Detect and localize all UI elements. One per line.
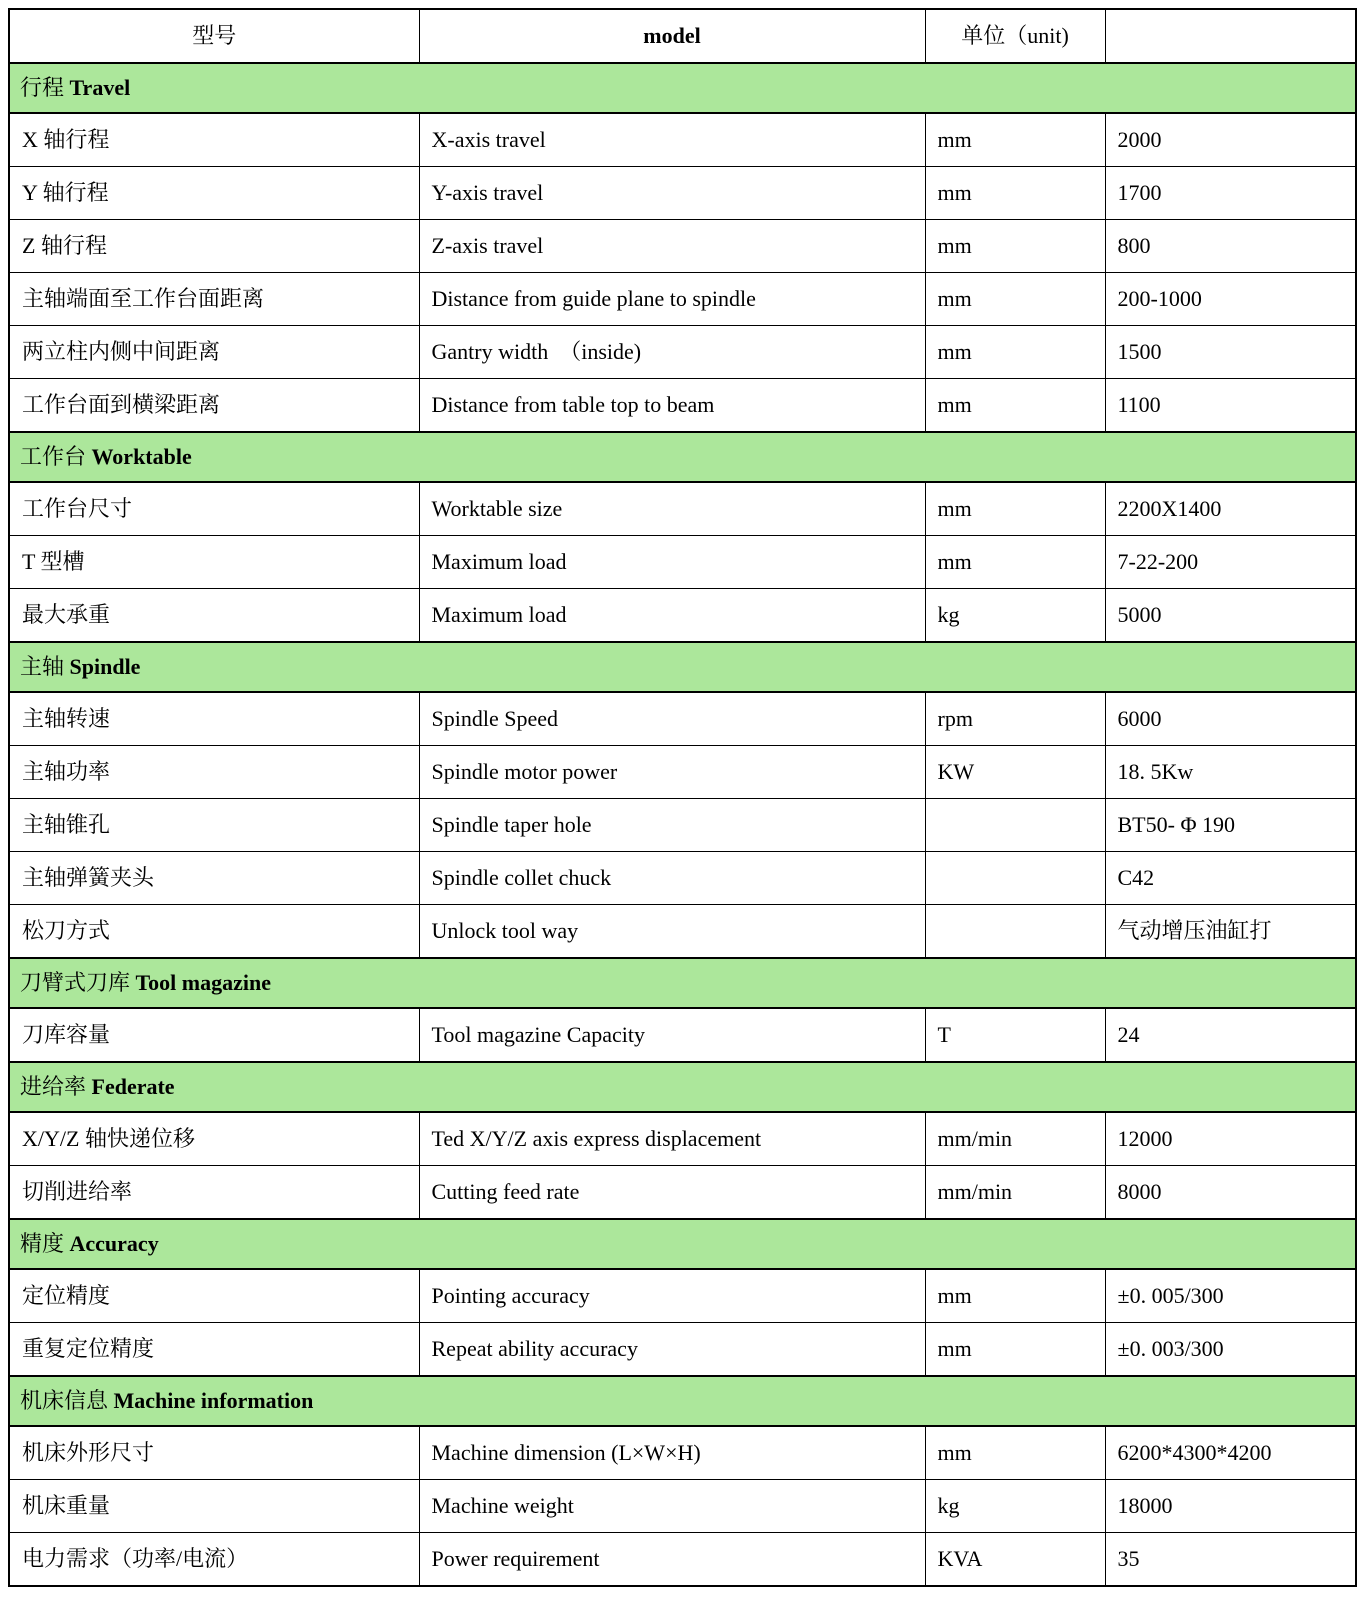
spec-name-cn: 两立柱内侧中间距离 [9, 326, 419, 379]
spec-unit: rpm [925, 692, 1105, 746]
table-row [9, 326, 1356, 379]
spec-unit: mm [925, 1426, 1105, 1480]
spec-name-en: Spindle taper hole [419, 799, 925, 852]
spec-name-cn: 工作台面到横梁距离 [9, 379, 419, 433]
spec-unit: mm [925, 113, 1105, 167]
spec-value: 1700 [1105, 167, 1356, 220]
spec-unit: T [925, 1008, 1105, 1062]
table-row [9, 1112, 1356, 1166]
section-title-cn: 进给率 [20, 1073, 87, 1099]
table-row [9, 482, 1356, 536]
spec-name-en: Maximum load [419, 536, 925, 589]
spec-name-en: Pointing accuracy [419, 1269, 925, 1323]
section-title [9, 642, 1356, 692]
section-title-en: Federate [86, 1073, 175, 1099]
spec-unit: mm [925, 220, 1105, 273]
spec-value: 6200*4300*4200 [1105, 1426, 1356, 1480]
table-row [9, 113, 1356, 167]
header-value [1105, 9, 1356, 63]
table-row [9, 1269, 1356, 1323]
spec-name-en: Z-axis travel [419, 220, 925, 273]
spec-unit: mm [925, 273, 1105, 326]
table-row [9, 379, 1356, 433]
spec-unit [925, 799, 1105, 852]
section-header-row [9, 1376, 1356, 1426]
spec-name-cn: 机床重量 [9, 1480, 419, 1533]
spec-name-cn: 定位精度 [9, 1269, 419, 1323]
table-row [9, 167, 1356, 220]
spec-name-en: Power requirement [419, 1533, 925, 1587]
spec-unit: kg [925, 1480, 1105, 1533]
spec-value: 800 [1105, 220, 1356, 273]
table-row [9, 1480, 1356, 1533]
spec-name-cn: T 型槽 [9, 536, 419, 589]
spec-unit: mm [925, 379, 1105, 433]
spec-unit: mm/min [925, 1166, 1105, 1220]
section-title [9, 432, 1356, 482]
section-header-row [9, 958, 1356, 1008]
table-row [9, 536, 1356, 589]
machine-spec-table [8, 8, 1357, 1587]
header-model-en: model [419, 9, 925, 63]
spec-name-cn: 主轴功率 [9, 746, 419, 799]
spec-unit: mm [925, 326, 1105, 379]
spec-value: C42 [1105, 852, 1356, 905]
spec-name-en: Repeat ability accuracy [419, 1323, 925, 1377]
table-row [9, 692, 1356, 746]
spec-unit: KVA [925, 1533, 1105, 1587]
spec-value: 35 [1105, 1533, 1356, 1587]
section-title [9, 1376, 1356, 1426]
section-header-row [9, 642, 1356, 692]
section-title-cn: 刀臂式刀库 [20, 969, 131, 995]
section-title-en: Accuracy [64, 1230, 159, 1256]
section-title-en: Worktable [86, 443, 192, 469]
spec-value: 200-1000 [1105, 273, 1356, 326]
table-row [9, 1323, 1356, 1377]
table-row [9, 746, 1356, 799]
section-header-row [9, 432, 1356, 482]
header-unit: 单位（unit) [925, 9, 1105, 63]
table-row [9, 589, 1356, 643]
spec-name-en: Machine dimension (L×W×H) [419, 1426, 925, 1480]
spec-value: 6000 [1105, 692, 1356, 746]
spec-value: 18. 5Kw [1105, 746, 1356, 799]
spec-name-en: Gantry width （inside) [419, 326, 925, 379]
spec-name-en: Spindle collet chuck [419, 852, 925, 905]
section-header-row [9, 63, 1356, 113]
spec-name-en: Spindle motor power [419, 746, 925, 799]
spec-name-en: Ted X/Y/Z axis express displacement [419, 1112, 925, 1166]
spec-unit [925, 852, 1105, 905]
spec-name-cn: 重复定位精度 [9, 1323, 419, 1377]
section-title [9, 1062, 1356, 1112]
table-header-row [9, 9, 1356, 63]
section-title-cn: 工作台 [20, 443, 87, 469]
spec-unit: mm [925, 1323, 1105, 1377]
table-row [9, 1166, 1356, 1220]
spec-value: 1100 [1105, 379, 1356, 433]
spec-name-en: Distance from table top to beam [419, 379, 925, 433]
header-model-cn: 型号 [9, 9, 419, 63]
spec-name-cn: 切削进给率 [9, 1166, 419, 1220]
spec-value: 12000 [1105, 1112, 1356, 1166]
spec-name-cn: X 轴行程 [9, 113, 419, 167]
spec-unit: mm [925, 1269, 1105, 1323]
section-title-cn: 主轴 [20, 653, 65, 679]
spec-name-en: Worktable size [419, 482, 925, 536]
spec-value: 24 [1105, 1008, 1356, 1062]
spec-value: 8000 [1105, 1166, 1356, 1220]
section-title [9, 1219, 1356, 1269]
spec-unit: KW [925, 746, 1105, 799]
spec-value: 1500 [1105, 326, 1356, 379]
section-header-row [9, 1219, 1356, 1269]
spec-value: ±0. 003/300 [1105, 1323, 1356, 1377]
spec-name-en: Machine weight [419, 1480, 925, 1533]
spec-name-en: Distance from guide plane to spindle [419, 273, 925, 326]
spec-value: 5000 [1105, 589, 1356, 643]
table-row [9, 852, 1356, 905]
spec-name-cn: 主轴弹簧夹头 [9, 852, 419, 905]
spec-name-cn: 刀库容量 [9, 1008, 419, 1062]
table-row [9, 905, 1356, 959]
table-row [9, 799, 1356, 852]
section-title-en: Spindle [64, 653, 141, 679]
spec-unit: mm [925, 536, 1105, 589]
section-title-cn: 行程 [20, 74, 65, 100]
spec-value: ±0. 005/300 [1105, 1269, 1356, 1323]
table-row [9, 1426, 1356, 1480]
spec-name-en: Maximum load [419, 589, 925, 643]
table-row [9, 1533, 1356, 1587]
section-title [9, 958, 1356, 1008]
spec-value: 2000 [1105, 113, 1356, 167]
spec-name-cn: 主轴转速 [9, 692, 419, 746]
spec-name-cn: Z 轴行程 [9, 220, 419, 273]
table-row [9, 220, 1356, 273]
spec-name-en: Unlock tool way [419, 905, 925, 959]
table-row [9, 1008, 1356, 1062]
spec-value: 2200X1400 [1105, 482, 1356, 536]
spec-name-en: Cutting feed rate [419, 1166, 925, 1220]
spec-unit: kg [925, 589, 1105, 643]
spec-unit: mm/min [925, 1112, 1105, 1166]
table-row [9, 273, 1356, 326]
spec-unit [925, 905, 1105, 959]
spec-name-cn: 最大承重 [9, 589, 419, 643]
section-header-row [9, 1062, 1356, 1112]
spec-name-cn: 机床外形尺寸 [9, 1426, 419, 1480]
spec-name-cn: Y 轴行程 [9, 167, 419, 220]
spec-name-cn: 工作台尺寸 [9, 482, 419, 536]
section-title [9, 63, 1356, 113]
spec-value: BT50- Φ 190 [1105, 799, 1356, 852]
spec-name-cn: X/Y/Z 轴快递位移 [9, 1112, 419, 1166]
spec-name-cn: 主轴端面至工作台面距离 [9, 273, 419, 326]
section-title-cn: 精度 [20, 1230, 65, 1256]
section-title-en: Tool magazine [130, 969, 271, 995]
spec-value: 气动增压油缸打 [1105, 905, 1356, 959]
section-title-cn: 机床信息 [20, 1387, 109, 1413]
spec-value: 18000 [1105, 1480, 1356, 1533]
section-title-en: Machine information [108, 1387, 314, 1413]
spec-name-en: X-axis travel [419, 113, 925, 167]
spec-name-cn: 电力需求（功率/电流） [9, 1533, 419, 1587]
section-title-en: Travel [64, 74, 131, 100]
spec-unit: mm [925, 482, 1105, 536]
spec-name-en: Y-axis travel [419, 167, 925, 220]
spec-unit: mm [925, 167, 1105, 220]
spec-name-en: Spindle Speed [419, 692, 925, 746]
spec-name-cn: 松刀方式 [9, 905, 419, 959]
spec-value: 7-22-200 [1105, 536, 1356, 589]
spec-name-en: Tool magazine Capacity [419, 1008, 925, 1062]
spec-name-cn: 主轴锥孔 [9, 799, 419, 852]
